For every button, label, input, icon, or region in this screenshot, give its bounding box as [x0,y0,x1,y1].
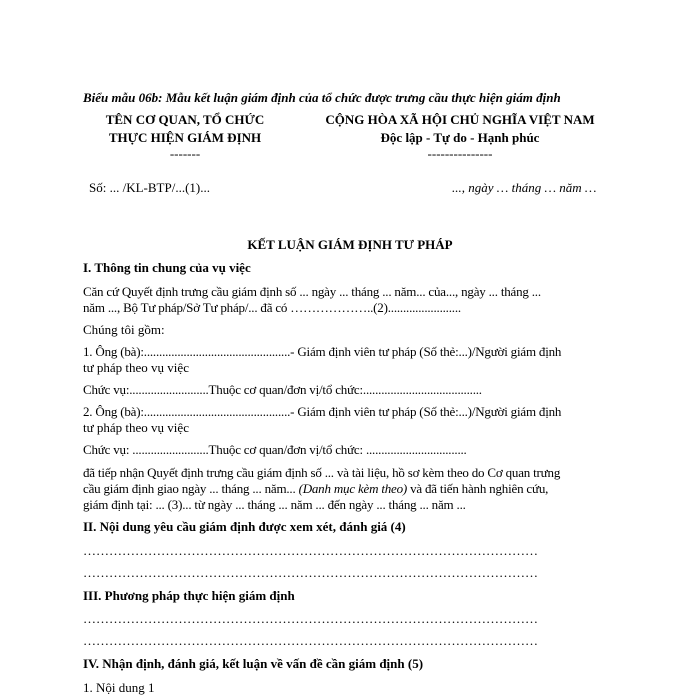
section3-blank-line2: …………………………………………………………………………………………… [83,633,538,648]
section2-blank-line2: …………………………………………………………………………………………… [83,565,538,580]
received-line2-start: cầu giám định giao ngày ... tháng ... năm... [83,481,299,496]
received-line2-end: và đã tiến hành nghiên cứu, [407,481,549,496]
we-are-label: Chúng tôi gồm: [83,322,165,337]
section3-blank-line1: …………………………………………………………………………………………… [83,611,538,626]
received-line1: đã tiếp nhận Quyết định trưng cầu giám định số ... và tài liệu, hồ sơ kèm theo do Cơ quan trưng [83,465,561,480]
section3-heading: III. Phương pháp thực hiện giám định [83,588,295,603]
org-name-line1: TÊN CƠ QUAN, TỔ CHỨC [105,112,265,127]
section4-heading: IV. Nhận định, đánh giá, kết luận về vấn đề cần giám định (5) [83,656,424,671]
form-caption: Biểu mẫu 06b: Mẫu kết luận giám định của tổ chức được trưng cầu thực hiện giám định [83,90,561,105]
basis-line1: Căn cứ Quyết định trưng cầu giám định số ... ngày ... tháng ... năm... của..., ngày ... tháng ... [83,284,541,299]
document-title: KẾT LUẬN GIÁM ĐỊNH TƯ PHÁP [247,237,453,252]
person2-position: Chức vụ: .........................Thuộc cơ quan/đơn vị/tổ chức: ................................. [83,442,467,457]
person1-name-line2: tư pháp theo vụ việc [83,360,189,375]
section2-blank-line1: …………………………………………………………………………………………… [83,543,538,558]
nation-motto: Độc lập - Tự do - Hạnh phúc [380,130,540,145]
document-date: ..., ngày … tháng … năm … [452,180,597,195]
attachment-list-note: (Danh mục kèm theo) [298,481,408,496]
nation-name: CỘNG HÒA XÃ HỘI CHỦ NGHĨA VIỆT NAM [325,112,595,127]
person1-name-line: 1. Ông (bà):................................................- Giám định viên tư pháp (Số thẻ:...)/Người giám định [83,344,562,359]
org-name-line2: THỰC HIỆN GIÁM ĐỊNH [108,130,262,145]
section2-heading: II. Nội dung yêu cầu giám định được xem xét, đánh giá (4) [83,519,406,534]
person2-name-line2: tư pháp theo vụ việc [83,420,189,435]
document-number: Số: ... /KL-BTP/...(1)... [89,180,210,195]
person2-name-line: 2. Ông (bà):................................................- Giám định viên tư pháp (Số thẻ:...)/Người giám định [83,404,562,419]
section1-heading: I. Thông tin chung của vụ việc [83,260,251,275]
basis-line2: năm ..., Bộ Tư pháp/Sở Tư pháp/... đã có ………………..(2)........................ [83,300,461,315]
received-line3: giám định tại: ... (3)... từ ngày ... tháng ... năm ... đến ngày ... tháng ... năm ... [83,497,466,512]
nation-rule: --------------- [427,146,493,161]
section4-item1: 1. Nội dung 1 [83,680,155,695]
person1-position: Chức vụ:..........................Thuộc cơ quan/đơn vị/tổ chức:....................................... [83,382,482,397]
org-rule: ------- [169,146,201,161]
received-line2 [83,481,548,497]
